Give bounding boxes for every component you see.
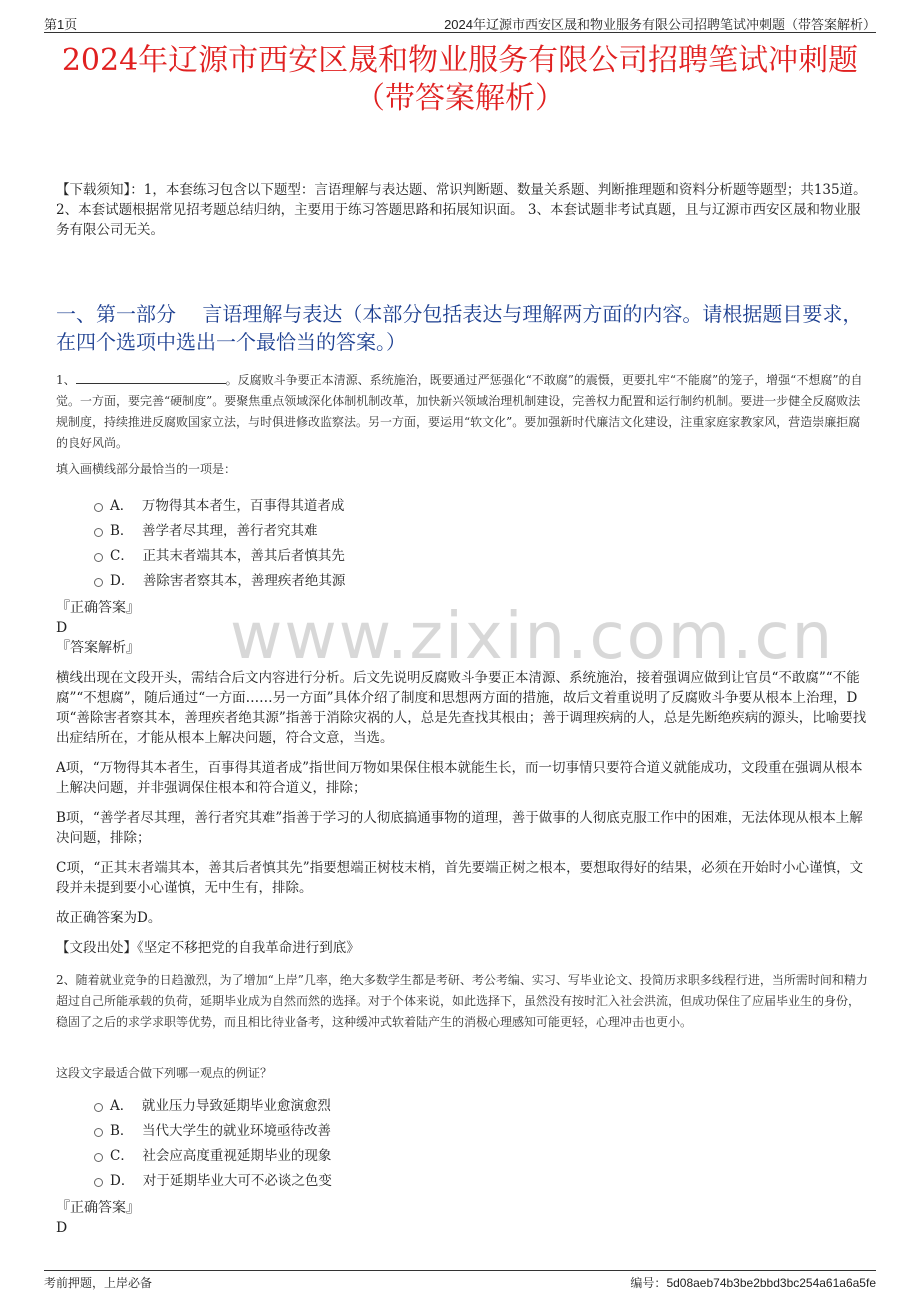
page-number: 第1页 xyxy=(44,17,78,32)
footer-code xyxy=(630,1274,876,1291)
option-text: 对于延期毕业大可不必谈之色变 xyxy=(142,1173,332,1189)
question-2 xyxy=(56,970,868,1033)
option-key: A． xyxy=(110,498,134,514)
option-a[interactable] xyxy=(56,494,868,519)
option-key: C． xyxy=(110,1148,134,1164)
option-text: 社会应高度重视延期毕业的现象 xyxy=(142,1148,332,1164)
title-line-1: 2024年辽源市西安区晟和物业服务有限公司招聘笔试冲刺题 xyxy=(61,43,859,78)
source-title: 《坚定不移把党的自我革命进行到底》 xyxy=(137,940,360,956)
question-1-blank xyxy=(76,371,226,384)
source-label: 【文段出处】 xyxy=(56,940,137,956)
option-text: 当代大学生的就业环境亟待改善 xyxy=(142,1123,332,1139)
question-1-options xyxy=(56,494,868,594)
radio-icon[interactable] xyxy=(94,578,103,587)
answer-value: D xyxy=(56,1220,68,1236)
page-footer xyxy=(44,1270,876,1291)
option-text: 就业压力导致延期毕业愈演愈烈 xyxy=(141,1098,331,1114)
radio-icon[interactable] xyxy=(94,528,103,537)
question-1-prompt-wrap xyxy=(56,460,868,477)
analysis-paragraph: A项，“万物得其本者生，百事得其道者成”指世间万物如果保住根本就能生长，而一切事情只要符合道义就能成功，文段重在强调从根本上解决问题，并非强调保住根本和符合道义，排除； xyxy=(56,760,863,796)
option-text: 善除害者察其本，善理疾者绝其源 xyxy=(142,573,346,589)
analysis-paragraph: B项，“善学者尽其理，善行者究其难”指善于学习的人彻底搞通事物的道理，善于做事的人彻底克服工作中的困难，无法体现从根本上解决问题，排除； xyxy=(56,810,863,846)
question-1 xyxy=(56,370,868,454)
option-d[interactable] xyxy=(56,1169,868,1194)
document-title xyxy=(40,42,880,118)
radio-icon[interactable] xyxy=(94,1128,103,1137)
option-text: 万物得其本者生，百事得其道者成 xyxy=(141,498,345,514)
answer-label: 『正确答案』 xyxy=(56,600,140,616)
question-2-options xyxy=(56,1094,868,1194)
option-key: D． xyxy=(110,573,135,589)
footer-code-label: 编号： xyxy=(630,1276,667,1290)
option-a[interactable] xyxy=(56,1094,868,1119)
answer-value: D xyxy=(56,620,68,636)
option-c[interactable] xyxy=(56,544,868,569)
option-c[interactable] xyxy=(56,1144,868,1169)
page-header xyxy=(44,12,876,33)
answer-label: 『正确答案』 xyxy=(56,1200,140,1216)
question-1-prompt: 填入画横线部分最恰当的一项是： xyxy=(56,462,237,476)
analysis-paragraph: C项，“正其末者端其本，善其后者慎其先”指要想端正树枝末梢，首先要端正树之根本，要想取得好的结果，必须在开始时小心谨慎，文段并未提到要小心谨慎，无中生有，排除。 xyxy=(56,860,864,896)
download-notice: 【下载须知】：1，本套练习包含以下题型：言语理解与表达题、常识判断题、数量关系题、判断推理题和资料分析题等题型；共135道。 2、本套试题根据常见招考题总结归纳，主要用于练习答题思路和拓展知识面。 3、本套试题非考试真题，且与辽源市西安区晟和物业服务有限公司无关。 xyxy=(56,182,867,238)
question-1-answer xyxy=(56,598,868,658)
analysis-paragraph: 横线出现在文段开头，需结合后文内容进行分析。后文先说明反腐败斗争要正本清源、系统施治，接着强调应做到让官员“不敢腐”“不能腐”“不想腐”，随后通过“一方面……另一方面”具体介绍了制度和思想两方面的措施，故后文着重说明了反腐败斗争要从根本上治理，D项“善除害者察其本，善理疾者绝其源”指善于消除灾祸的人，总是先查找其根由；善于调理疾病的人，总是先断绝疾病的源头，比喻要找出症结所在，才能从根本上解决问题，符合文意，当选。 xyxy=(56,670,867,746)
question-2-text: 2、随着就业竞争的日趋激烈，为了增加“上岸”几率，绝大多数学生都是考研、考公考编、实习、写毕业论文、投简历求职多线程行进，当所需时间和精力超过自己所能承载的负荷，延期毕业成为自然而然的选择。对于个体来说，如此选择下，虽然没有按时汇入社会洪流，但成功保住了应届毕业生的身份，稳固了之后的求学求职等优势，而且相比待业备考，这种缓冲式软着陆产生的消极心理感知可能更轻，心理冲击也更小。 xyxy=(56,973,868,1029)
option-key: B． xyxy=(110,523,134,539)
option-text: 善学者尽其理，善行者究其难 xyxy=(142,523,318,539)
watermark: www.zixin.com.cn xyxy=(230,600,835,674)
radio-icon[interactable] xyxy=(94,1178,103,1187)
radio-icon[interactable] xyxy=(94,1103,103,1112)
analysis-label: 『答案解析』 xyxy=(56,640,140,656)
option-d[interactable] xyxy=(56,569,868,594)
option-b[interactable] xyxy=(56,519,868,544)
question-1-analysis xyxy=(56,668,868,958)
question-2-prompt: 这段文字最适合做下列哪一观点的例证？ xyxy=(56,1066,273,1080)
option-key: A． xyxy=(110,1098,134,1114)
header-doc-title: 2024年辽源市西安区晟和物业服务有限公司招聘笔试冲刺题（带答案解析） xyxy=(444,17,876,32)
option-text: 正其末者端其本，善其后者慎其先 xyxy=(142,548,345,564)
question-1-number: 1、 xyxy=(56,373,76,387)
option-b[interactable] xyxy=(56,1119,868,1144)
analysis-conclusion: 故正确答案为D。 xyxy=(56,910,162,926)
question-2-answer xyxy=(56,1198,868,1238)
footer-code-value: 5d08aeb74b3be2bbd3bc254a61a6a5fe xyxy=(666,1276,876,1290)
option-key: D． xyxy=(110,1173,135,1189)
radio-icon[interactable] xyxy=(94,1153,103,1162)
radio-icon[interactable] xyxy=(94,503,103,512)
source-line xyxy=(56,938,868,958)
question-1-body: 。反腐败斗争要正本清源、系统施治，既要通过严惩强化“不敢腐”的震慑，更要扎牢“不能腐”的笼子，增强“不想腐”的自觉。一方面，要完善“硬制度”。要聚焦重点领域深化体制机制改革，加快新兴领域治理机制建设，完善权力配置和运行制约机制。要进一步健全反腐败法规制度，持续推进反腐败国家立法，与时俱进修改监察法。另一方面，要运用“软文化”。要加强新时代廉洁文化建设，注重家庭家教家风，营造崇廉拒腐的良好风尚。 xyxy=(56,373,863,450)
title-line-2: （带答案解析） xyxy=(355,81,565,116)
question-2-prompt-wrap xyxy=(56,1064,868,1081)
option-key: B． xyxy=(110,1123,134,1139)
option-key: C． xyxy=(110,548,134,564)
question-1-text xyxy=(56,370,868,454)
section-heading: 一、第一部分 言语理解与表达（本部分包括表达与理解两方面的内容。请根据题目要求，在四个选项中选出一个最恰当的答案。） xyxy=(56,302,863,354)
footer-slogan: 考前押题，上岸必备 xyxy=(44,1276,153,1290)
radio-icon[interactable] xyxy=(94,553,103,562)
